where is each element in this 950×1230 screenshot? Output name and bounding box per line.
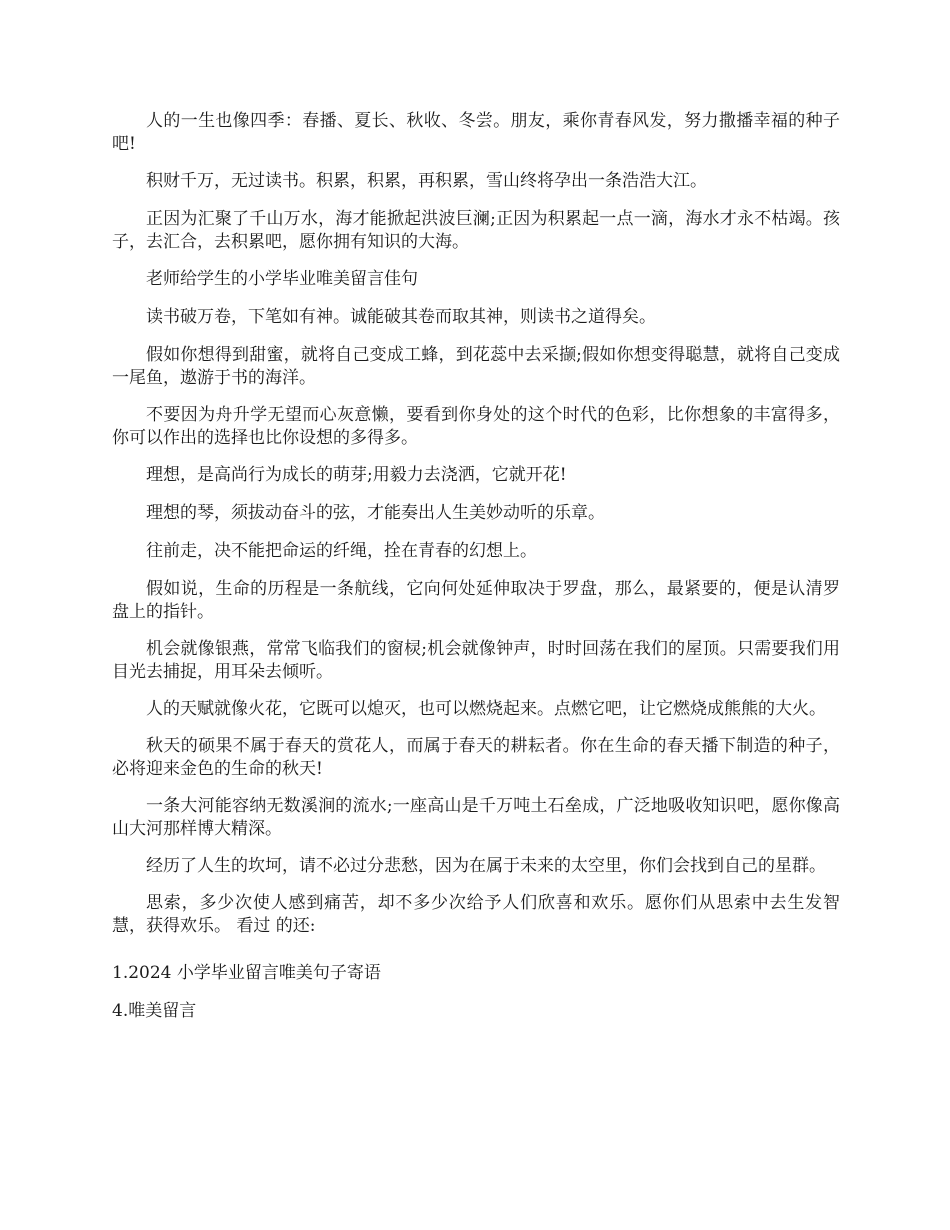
related-link-2[interactable]: 4.唯美留言 [112, 1001, 197, 1021]
paragraph-11: 假如说，生命的历程是一条航线，它向何处延伸取决于罗盘，那么，最紧要的，便是认清罗盘上的指针。 [112, 579, 840, 622]
related-link-1[interactable]: 1.2024 小学毕业留言唯美句子寄语 [112, 963, 381, 983]
paragraph-17: 思索，多少次使人感到痛苦，却不多少次给予人们欣喜和欢乐。愿你们从思索中去生发智慧，获得欢乐。 看过 的还: [112, 893, 840, 936]
paragraph-14: 秋天的硕果不属于春天的赏花人，而属于春天的耕耘者。你在生命的春天播下制造的种子，必将迎来金色的生命的秋天! [112, 736, 840, 779]
paragraph-15: 一条大河能容纳无数溪涧的流水;一座高山是千万吨土石垒成，广泛地吸收知识吧，愿你像高山大河那样博大精深。 [112, 796, 840, 839]
paragraph-13: 人的天赋就像火花，它既可以熄灭，也可以燃烧起来。点燃它吧，让它燃烧成熊熊的大火。 [146, 699, 826, 719]
document-body [112, 110, 840, 952]
paragraph-5: 读书破万卷，下笔如有神。诚能破其卷而取其神，则读书之道得矣。 [146, 307, 656, 327]
paragraph-1: 人的一生也像四季：春播、夏长、秋收、冬尝。朋友，乘你青春风发，努力撒播幸福的种子吧! [112, 111, 840, 154]
paragraph-10: 往前走，决不能把命运的纤绳，拴在青春的幻想上。 [146, 541, 537, 561]
section-heading: 老师给学生的小学毕业唯美留言佳句 [146, 269, 418, 289]
paragraph-8: 理想，是高尚行为成长的萌芽;用毅力去浇洒，它就开花! [146, 465, 567, 485]
paragraph-16: 经历了人生的坎坷，请不必过分悲愁，因为在属于未来的太空里，你们会找到自己的星群。 [146, 856, 826, 876]
related-links [112, 962, 840, 1038]
paragraph-6: 假如你想得到甜蜜，就将自己变成工蜂，到花蕊中去采撷;假如你想变得聪慧，就将自己变成一尾鱼，遨游于书的海洋。 [112, 345, 840, 388]
paragraph-12: 机会就像银燕，常常飞临我们的窗棂;机会就像钟声，时时回荡在我们的屋顶。只需要我们用目光去捕捉，用耳朵去倾听。 [112, 639, 840, 682]
paragraph-2: 积财千万，无过读书。积累，积累，再积累，雪山终将孕出一条浩浩大江。 [146, 171, 707, 191]
paragraph-9: 理想的琴，须拔动奋斗的弦，才能奏出人生美妙动听的乐章。 [146, 503, 605, 523]
paragraph-7: 不要因为舟升学无望而心灰意懒，要看到你身处的这个时代的色彩，比你想象的丰富得多，你可以作出的选择也比你设想的多得多。 [112, 405, 840, 448]
paragraph-3: 正因为汇聚了千山万水，海才能掀起洪波巨澜;正因为积累起一点一滴，海水才永不枯竭。孩子，去汇合，去积累吧，愿你拥有知识的大海。 [112, 209, 840, 252]
